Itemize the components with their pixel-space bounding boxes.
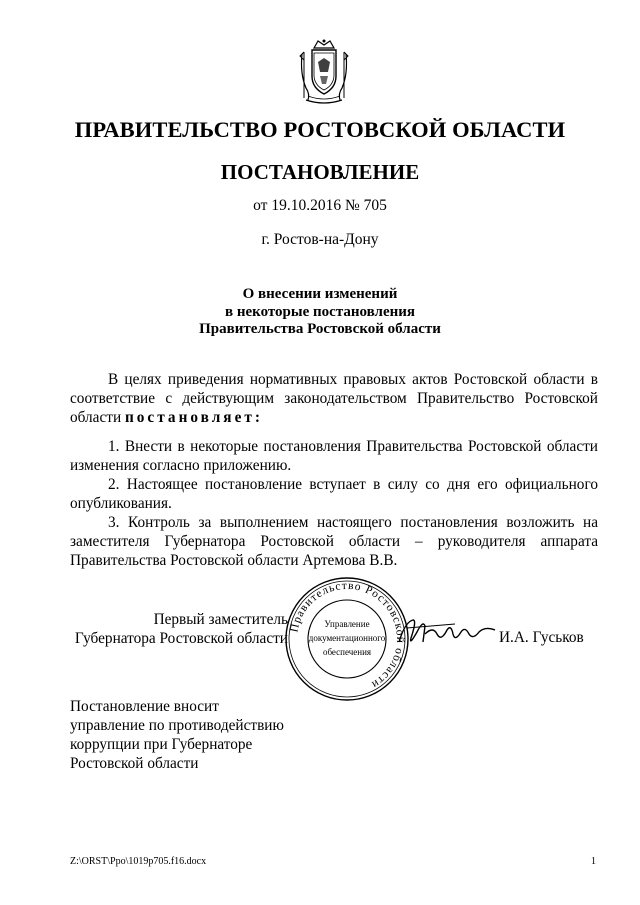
- decree-word: постановляет:: [124, 409, 263, 426]
- decree-item: 2. Настоящее постановление вступает в силу со дня его официального опубликования.: [70, 476, 598, 512]
- subject-line: в некоторые постановления: [224, 303, 416, 320]
- position-line: Первый заместитель: [153, 611, 288, 628]
- submitted-line: Постановление вносит: [70, 698, 219, 715]
- subject-line: О внесении изменений: [242, 286, 398, 302]
- handwritten-signature-icon: [395, 612, 500, 654]
- preamble-text: В целях приведения нормативных правовых актов Ростовской области в соответствие с действующим законодательством Правительство Ростовской области: [70, 371, 598, 426]
- preamble-paragraph: [70, 370, 598, 427]
- position-line: Губернатора Ростовской области: [74, 630, 288, 647]
- signatory-position: [70, 610, 288, 648]
- document-subject: [0, 286, 640, 339]
- stamp-inner-line: Управление: [324, 619, 370, 629]
- decree-item: 3. Контроль за выполнением настоящего постановления возложить на заместителя Губернатора Ростовской области – руководителя аппарата Правительства Ростовской области Артемова В.В.: [70, 514, 598, 569]
- stamp-inner-line: документационного: [308, 633, 386, 643]
- stamp-inner-line: обеспечения: [322, 647, 372, 657]
- document-city: г. Ростов-на-Дону: [261, 231, 379, 248]
- coat-of-arms-icon: [296, 38, 352, 108]
- decree-item: 1. Внести в некоторые постановления Правительства Ростовской области изменения согласно приложению.: [70, 438, 598, 474]
- footer-file-path: Z:\ORST\Ppo\1019p705.f16.docx: [70, 856, 207, 867]
- document-date-number: от 19.10.2016 № 705: [253, 197, 387, 214]
- organization-title: ПРАВИТЕЛЬСТВО РОСТОВСКОЙ ОБЛАСТИ: [74, 117, 566, 142]
- document-type: ПОСТАНОВЛЕНИЕ: [220, 160, 420, 184]
- stamp-outer-text: Правительство Ростовской области: [288, 579, 407, 691]
- submitted-by-note: [70, 697, 330, 773]
- decree-items: [70, 437, 598, 570]
- submitted-line: управление по противодействию: [70, 717, 284, 734]
- subject-line: Правительства Ростовской области: [199, 321, 441, 337]
- submitted-line: Ростовской области: [70, 755, 199, 772]
- official-stamp-icon: [283, 575, 411, 703]
- submitted-line: коррупции при Губернаторе: [70, 736, 253, 753]
- footer-page-number: 1: [591, 856, 596, 867]
- signatory-name: И.А. Гуськов: [499, 629, 584, 646]
